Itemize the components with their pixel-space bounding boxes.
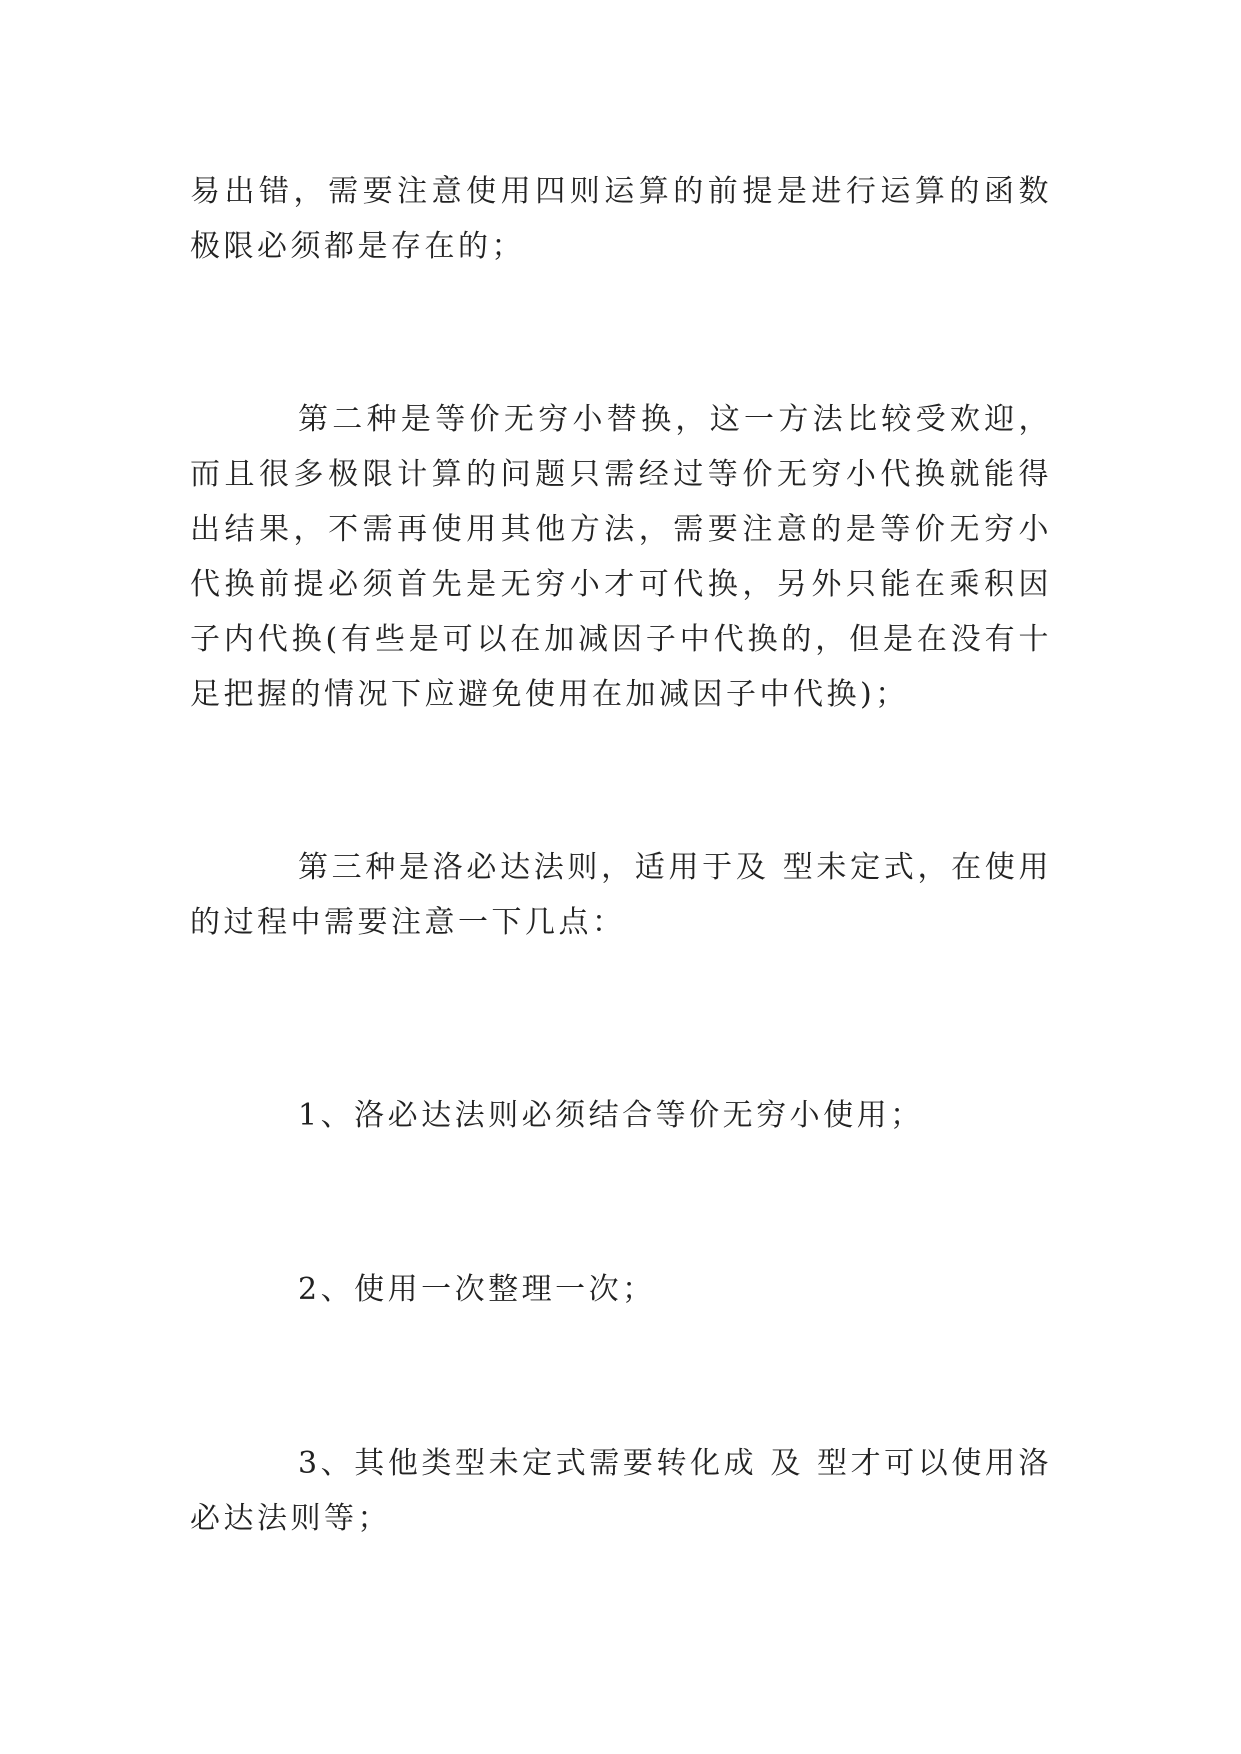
list-item-2: 2、使用一次整理一次；: [298, 1272, 656, 1307]
list-item-3: 3、其他类型未定式需要转化成 及 型才可以使用洛必达法则等；: [190, 1446, 1052, 1536]
paragraph-equivalent-infinitesimal: 第二种是等价无穷小替换，这一方法比较受欢迎，而且很多极限计算的问题只需经过等价无穷小代换就能得出结果，不需再使用其他方法，需要注意的是等价无穷小代换前提必须首先是无穷小才可代换，另外只能在乘积因子内代换(有些是可以在加减因子中代换的，但是在没有十足把握的情况下应避免使用在加减因子中代换)；: [190, 402, 1052, 712]
paragraph-continuation: 易出错，需要注意使用四则运算的前提是进行运算的函数极限必须都是存在的；: [190, 174, 1052, 264]
list-item-1: 1、洛必达法则必须结合等价无穷小使用；: [298, 1098, 924, 1133]
paragraph-lhopital-rule: 第三种是洛必达法则，适用于及 型未定式，在使用的过程中需要注意一下几点：: [190, 850, 1052, 940]
